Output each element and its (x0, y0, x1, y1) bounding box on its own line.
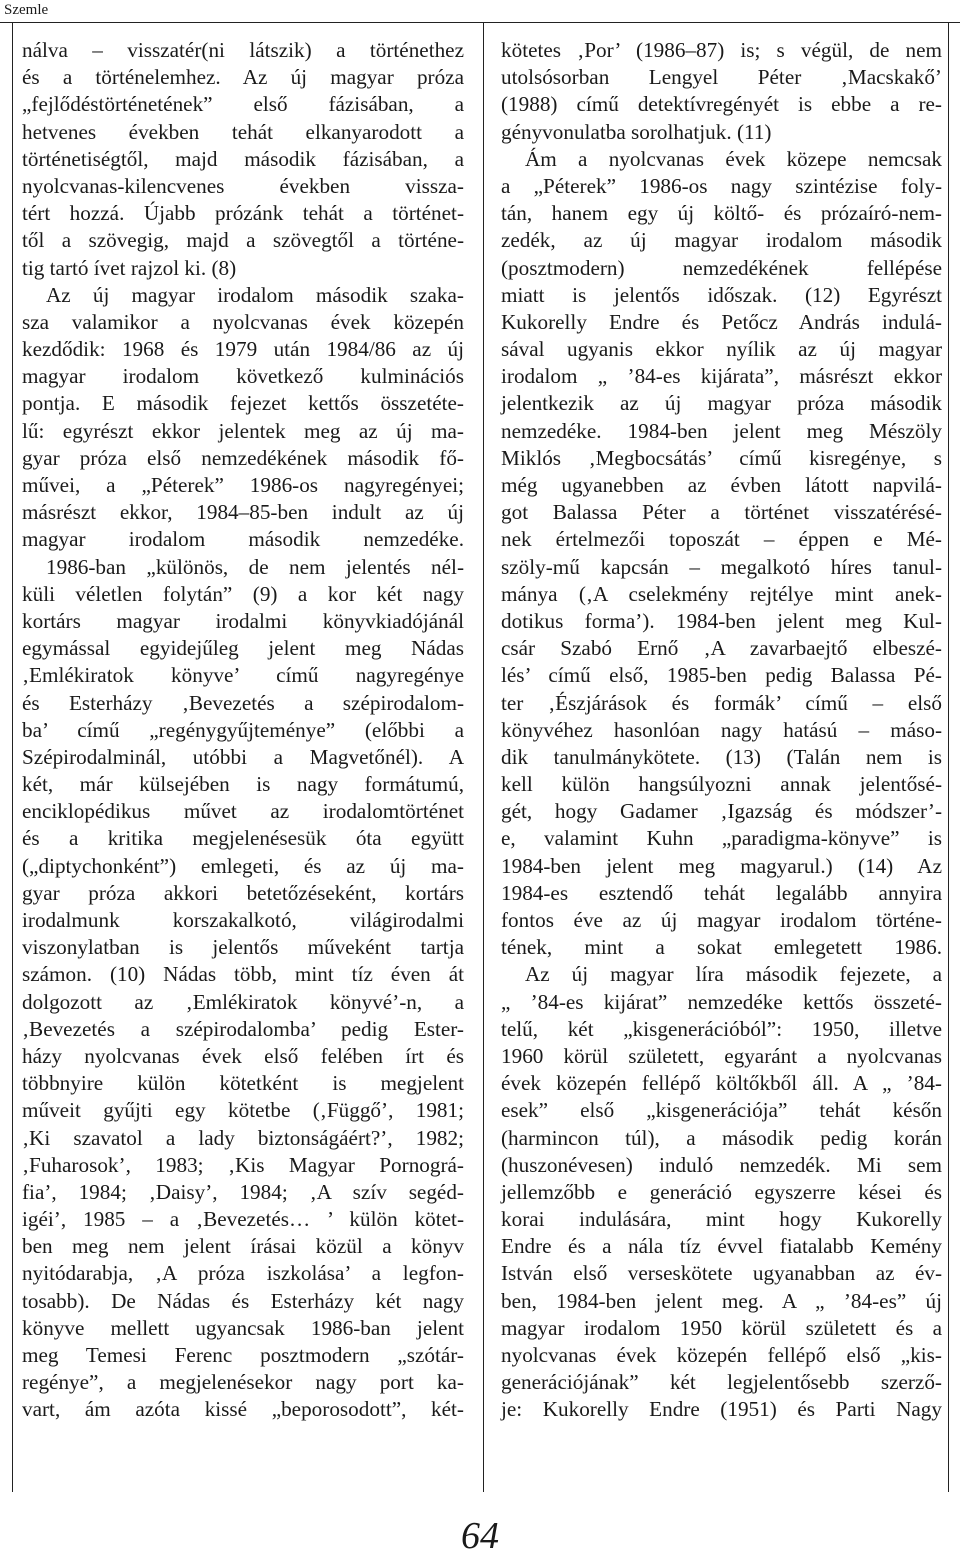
text-line: számon. (10) Nádas több, mint tíz éven át (22, 962, 464, 987)
text-line: got Balassa Péter a történet visszatérésé- (501, 500, 942, 525)
text-line: ba’ című „regénygyűjteménye” (előbbi a (22, 717, 464, 742)
text-line: még ugyanebben az évben látott napvilá- (501, 473, 942, 497)
text-line: dolgozott az ‚Emlékiratok könyvé’-n, a (22, 989, 464, 1014)
text-line: 1984-ben jelent meg magyarul.) (14) Az (501, 853, 942, 878)
text-line: pontja. E második fejezet kettős összetéte- (22, 391, 464, 416)
text-line: jelentkezik az új magyar próza második (501, 391, 942, 416)
text-line: küli véletlen folytán” (9) a kor két nagy (22, 581, 464, 606)
text-line: fontos éve az új magyar irodalom történe- (501, 908, 942, 932)
text-line: dik tanulmánykötete. (13) (Talán nem is (501, 744, 942, 769)
text-line: ‚Bevezetés a szépirodalomba’ pedig Ester- (22, 1016, 464, 1041)
text-line: könyve mellett ugyancsak 1986-ban jelent (22, 1315, 464, 1340)
text-line: telű, két „kisgenerációból”: 1950, illetve (501, 1016, 942, 1041)
text-line: tosabb). De Nádas és Esterházy két nagy (22, 1288, 464, 1313)
text-line: tán, hanem egy új költő- és prózaíró-nem- (501, 201, 942, 226)
text-line: nálva – visszatér(ni látszik) a történethez (22, 38, 464, 62)
text-line: gyar próza akkori betetőzéseként, kortárs (22, 880, 464, 905)
text-line: sával ugyanis ekkor nyílik az új magyar (501, 337, 942, 362)
text-line: gyar próza első nemzedékének második fő- (22, 445, 464, 470)
text-line: Kukorelly Endre és Petőcz András indulá- (501, 309, 942, 334)
text-line: magyar irodalom második nemzedéke. (22, 527, 464, 552)
text-line: igéi’, 1985 – a ‚Bevezetés… ’ külön kötet- (22, 1207, 464, 1232)
text-line: és Esterházy ‚Bevezetés a szépirodalom- (22, 690, 464, 715)
column-divider (483, 22, 484, 1492)
text-line: magyar irodalom következő kulminációs (22, 364, 464, 389)
text-line: és a kritika megjelenésesük óta együtt (22, 826, 464, 851)
text-line: dotikus forma’). 1984-ben jelent meg Kul- (501, 608, 942, 633)
text-line: könyvéhez hasonlóan nagy hatású – máso- (501, 717, 942, 742)
text-line: István első verseskötete ugyanabban az év- (501, 1261, 942, 1286)
section-label: Szemle (4, 2, 49, 18)
text-line: tig tartó ívet rajzol ki. (8) (22, 255, 237, 280)
text-line: Szépirodalminál, utóbbi a Magvetőnél). A (22, 744, 464, 769)
text-line: kortárs magyar irodalmi könyvkiadójánál (22, 608, 464, 633)
text-line: nyolcvanas-kilencvenes években vissza- (22, 173, 464, 198)
text-line: enciklopédikus művet az irodalomtörténet (22, 799, 464, 824)
text-line: hetvenes években tehát elkanyarodott a (22, 119, 464, 144)
text-line: irodalmunk korszakalkotó, világirodalmi (22, 908, 464, 932)
text-line: lű: egyrészt ekkor jelentek meg az új ma- (22, 418, 464, 443)
text-line: két, már külsejében is nagy formátumú, (22, 772, 464, 797)
text-line: irodalom „ ’84-es kijárata”, másrészt ekkor (501, 364, 942, 389)
text-line: kezdődik: 1968 és 1979 után 1984/86 az új (22, 337, 464, 362)
header-rule (0, 22, 960, 23)
text-line: ben, 1984-ben jelent meg. A „ ’84-es” új (501, 1288, 942, 1313)
text-line: többnyire külön kötetként is megjelent (22, 1071, 464, 1096)
text-line: tért hozzá. Újabb prózánk tehát a történet- (22, 201, 464, 226)
text-line: től a szövegig, majd a szövegtől a történe- (22, 228, 464, 253)
text-line: nyolcvanas évek közepén fellépő első „kis- (501, 1343, 942, 1367)
text-line: Endre és a nála tíz évvel fiatalabb Kemény (501, 1234, 942, 1259)
text-line: Ám a nyolcvanas évek közepe nemcsak (525, 146, 942, 171)
text-line: ben meg nem jelent írásai közül a könyv (22, 1234, 464, 1259)
text-line: szöly-mű kapcsán – megalkotó híres tanul- (501, 554, 942, 579)
page-number: 64 (461, 1515, 499, 1557)
text-line: Miklós ‚Megbocsátás’ című kisregénye, s (501, 445, 942, 470)
text-line: (posztmodern) nemzedékének fellépése (501, 255, 942, 280)
text-line: (1988) című detektívregényét is ebbe a re- (501, 92, 942, 117)
text-line: fia’, 1984; ‚Daisy’, 1984; ‚A szív segéd- (22, 1179, 464, 1204)
text-line: e, valamint Kuhn „paradigma-könyve” is (501, 826, 942, 851)
text-line: gét, hogy Gadamer ‚Igazság és módszer’- (501, 799, 942, 824)
text-line: viszonylatban is jelentős műveként tartja (22, 935, 464, 960)
text-line: ter ‚Észjárások és formák’ című – első (501, 690, 942, 715)
text-line: ‚Emlékiratok könyve’ című nagyregénye (22, 663, 464, 688)
text-line: kell külön hangsúlyozni annak jelentősé- (501, 772, 942, 797)
text-line: műveit gyűjti egy kötetbe (‚Függő’, 1981; (22, 1098, 464, 1123)
text-line: magyar irodalom 1950 körül született és a (501, 1315, 942, 1340)
text-line: nek értelmezői toposzát – éppen e Mé- (501, 527, 942, 552)
text-line: kötetes ‚Por’ (1986–87) is; s végül, de nem (501, 38, 942, 62)
text-line: utolsósorban Lengyel Péter ‚Macskakő’ (501, 65, 942, 90)
text-line: sza valamikor a nyolcvanas évek közepén (22, 309, 464, 334)
text-line: ‚Ki szavatol a lady biztonságáért?’, 1982; (22, 1125, 464, 1150)
text-line: (harmincon túl), a második pedig korán (501, 1125, 942, 1150)
text-line: művei, a „Péterek” 1986-os nagyregényei; (22, 473, 464, 497)
text-line: 1986-ban „különös, de nem jelentés nél- (46, 554, 464, 579)
text-line: 1984-es esztendő tehát legalább annyira (501, 880, 942, 905)
text-line: (huszonévesen) induló nemzedék. Mi sem (501, 1152, 942, 1177)
text-line: je: Kukorelly Endre (1951) és Parti Nagy (501, 1397, 942, 1422)
text-line: nemzedéke. 1984-ben jelent meg Mészöly (501, 418, 942, 443)
text-line: „ ’84-es kijárat” nemzedéke kettős összeté- (501, 989, 942, 1014)
text-line: és a történelemhez. Az új magyar próza (22, 65, 464, 90)
text-line: nyitódarabja, ‚A próza iszkolása’ a legfon- (22, 1261, 464, 1286)
text-line: esek” első „kisgenerációja” tehát későn (501, 1098, 942, 1123)
text-line: korai indulására, mint hogy Kukorelly (501, 1207, 942, 1232)
text-line: Az új magyar irodalom második szaka- (46, 282, 464, 307)
text-line: jellemzőbb e generáció egyszerre kései és (501, 1179, 942, 1204)
right-text-column (501, 37, 942, 1424)
text-line: ‚Fuharosok’, 1983; ‚Kis Magyar Pornográ- (22, 1152, 464, 1177)
right-margin-rule (948, 22, 949, 1492)
text-line: a „Péterek” 1986-os nagy szintézise foly- (501, 173, 942, 198)
text-line: generációjának” két legjelentősebb szerző- (501, 1370, 942, 1395)
text-line: 1960 körül született, egyaránt a nyolcvanas (501, 1043, 942, 1068)
text-line: házy nyolcvanas évek első felében írt és (22, 1043, 464, 1068)
text-line: másrészt ekkor, 1984–85-ben indult az új (22, 500, 464, 525)
text-line: mánya (‚A cselekmény rejtélye mint anek- (501, 581, 942, 606)
text-line: évek közepén fellépő költőkből áll. A „ ’84- (501, 1071, 942, 1096)
text-line: zedék, az új magyar irodalom második (501, 228, 942, 253)
left-text-column (22, 37, 464, 1424)
left-margin-rule (12, 22, 13, 1492)
text-line: regénye”, a megjelenésekor nagy port ka- (22, 1370, 464, 1395)
text-line: egymással egyidejűleg jelent meg Nádas (22, 636, 464, 661)
text-line: meg Temesi Ferenc posztmodern „szótár- (22, 1343, 464, 1367)
text-line: csár Szabó Ernő ‚A zavarbaejtő elbeszé- (501, 636, 942, 661)
text-line: tének, mint a sokat emlegetett 1986. (501, 935, 942, 960)
text-line: vart, ám azóta kissé „beporosodott”, két- (22, 1397, 464, 1422)
text-line: miatt is jelentős időszak. (12) Egyrészt (501, 282, 942, 307)
text-line: „fejlődéstörténetének” első fázisában, a (22, 92, 464, 117)
text-line: lés’ című első, 1985-ben pedig Balassa Pé- (501, 663, 942, 688)
text-line: Az új magyar líra második fejezete, a (525, 962, 942, 987)
text-line: gényvonulatba sorolhatjuk. (11) (501, 119, 772, 144)
text-line: történetiségtől, majd második fázisában, a (22, 146, 464, 171)
text-line: („diptychonként”) emlegeti, és az új ma- (22, 853, 464, 878)
